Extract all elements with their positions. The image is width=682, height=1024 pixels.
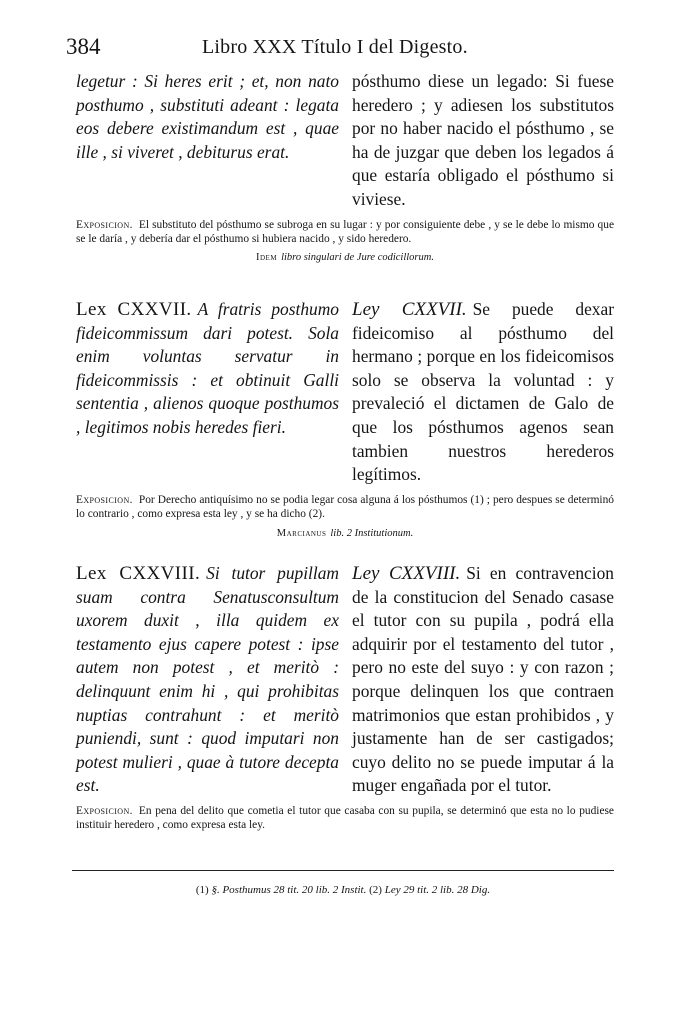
ley-label: Ley CXXVII. [352,299,467,320]
source-citation [76,528,614,539]
footnote-1-text: §. Posthumus 28 tit. 20 lib. 2 Instit. [211,884,367,896]
latin-text [76,562,339,798]
footnote-2-text: Ley 29 tit. 2 lib. 28 Dig. [384,884,491,896]
lex-label: Lex CXXVIII. [76,563,201,584]
section-lex-128 [76,562,614,833]
spanish-body: Se puede dexar fideicomiso al pósthumo del hermano ; porque en los fideicomisos solo se observa la voluntad : y prevaleció el dictamen de Galo de que los pósthumos agenos sean tambien nuestros herederos legítimos. [352,299,614,485]
exposicion-text: En pena del delito que cometia el tutor que casaba con su pupila, se determinó que esta no lo pudiese instituir heredero , como expresa esta ley. [76,804,614,832]
spanish-body: Si en contravencion de la constitucion del Senado casase el tutor con su pupila , podrá ella adquirir por el testamento del tutor , pero no este del suyo : y con razon ; porque delinquen los que contraen matrimonios que estan prohibidos , y justamente han de ser castigados; cuyo delito no se puede imputar á la muger engañada por el tutor. [352,563,614,796]
exposicion-label: Exposicion. [76,218,133,231]
spanish-text: pósthumo diese un legado: Si fuese heredero ; y adiesen los substitutos por no haber nacido el pósthumo , se ha de juzgar que deben los legados á que estaría obligado el pósthumo si viviese. [352,71,614,209]
section-lex-127 [76,298,614,539]
source-citation [76,252,614,263]
latin-body: Si tutor pupillam suam contra Senatusconsultum uxorem duxit , illa quidem ex testamento ejus capere potest : ipse autem non potest , et meritò : delinquunt enim hi , qui prohibitas nuptias contrahunt : et meritò puniendi, sunt : quod imputari non potest mulieri , quae à tutore decepta est. [76,563,339,796]
source-author: Marcianus [276,527,327,539]
ley-label: Ley CXXVIII. [352,563,461,584]
latin-body: A fratris posthumo fideicommissum dari potest. Sola enim voluntas servatur in fideicommissis : et obtinuit Galli sententia , alienos quoque posthumos , legitimos nobis heredes fieri. [76,299,339,437]
exposicion-text: Por Derecho antiquísimo no se podia legar cosa alguna á los pósthumos (1) ; pero despues se determinó lo contrario , como expresa esta ley , y se ha dicho (2). [76,493,614,521]
page-header [66,34,626,64]
exposicion-label: Exposicion. [76,493,133,506]
exposicion-text: El substituto del pósthumo se subroga en su lugar : y por consiguiente debe , y se le debe lo mismo que se le daría , y debería dar el pósthumo si hubiera nacido , y sido heredero. [76,218,614,245]
running-title: Libro XXX Título I del Digesto. [202,36,468,58]
lex-label: Lex CXXVII. [76,299,192,320]
footnote-divider [72,870,614,871]
exposicion [76,493,614,522]
source-work: libro singulari de Jure codicillorum. [281,252,434,264]
footnote-1-marker: (1) [195,884,209,896]
exposicion [76,804,614,833]
source-work: lib. 2 Institutionum. [330,527,414,539]
page-number: 384 [66,34,101,59]
latin-text [76,298,339,487]
exposicion [76,218,614,247]
latin-text: legetur : Si heres erit ; et, non nato posthumo , substituti adeant : legata eos debere existimandum est , quae ille , si viveret , debiturus erat. [76,71,339,162]
footnotes [72,884,614,896]
footnote-2-marker: (2) [369,884,382,896]
exposicion-label: Exposicion. [76,804,133,817]
spanish-text [352,562,614,798]
spanish-text [352,298,614,487]
section-law-continuation [76,70,614,263]
source-author: Idem [256,252,278,264]
